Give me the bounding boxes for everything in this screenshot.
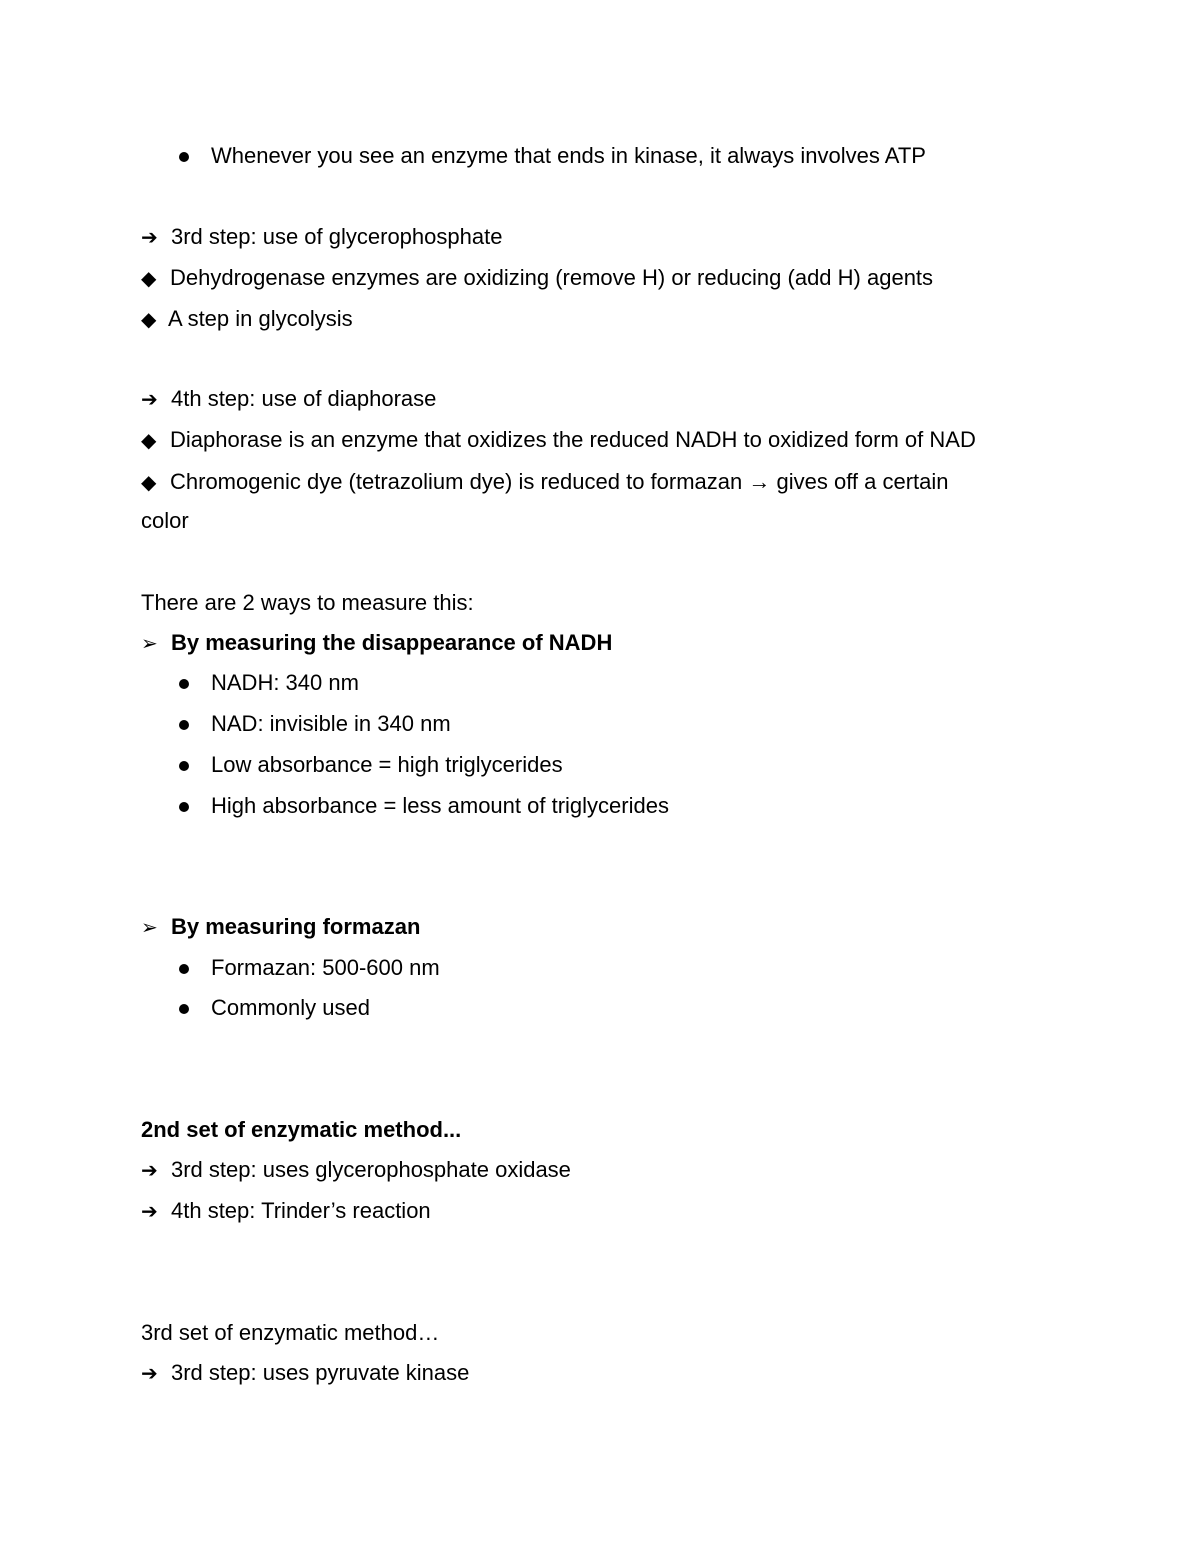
bullet-icon [179, 720, 189, 730]
bullet-icon [179, 1004, 189, 1014]
bullet-text: Formazan: 500-600 nm [211, 955, 440, 980]
arrowhead-icon: ➢ [141, 915, 158, 939]
arrow-text: 4th step: use of diaphorase [171, 386, 437, 411]
arrow-icon: ➔ [141, 387, 158, 411]
arrowhead-icon: ➢ [141, 631, 158, 655]
diamond-text: Dehydrogenase enzymes are oxidizing (remove H) or reducing (add H) agents [170, 265, 934, 290]
bullet-icon [179, 802, 189, 812]
bullet-text: High absorbance = less amount of triglycerides [211, 793, 669, 818]
arrowhead-text: By measuring the disappearance of NADH [171, 630, 613, 655]
arrow-text: 3rd step: uses glycerophosphate oxidase [171, 1157, 571, 1182]
section-heading-text: 2nd set of enzymatic method... [141, 1117, 462, 1142]
bullet-icon [179, 761, 189, 771]
arrow-icon: ➔ [141, 1361, 158, 1385]
bullet-text: Whenever you see an enzyme that ends in kinase, it always involves ATP [211, 143, 926, 168]
paragraph-text: 3rd set of enzymatic method… [141, 1320, 440, 1345]
bullet-text: Commonly used [211, 995, 370, 1020]
arrow-icon: ➔ [141, 225, 158, 249]
diamond-icon: ◆ [141, 307, 157, 331]
arrow-text: 3rd step: use of glycerophosphate [171, 224, 503, 249]
arrowhead-text: By measuring formazan [171, 914, 421, 939]
arrow-text: 4th step: Trinder’s reaction [171, 1198, 431, 1223]
diamond-text: A step in glycolysis [168, 306, 353, 331]
paragraph-text: There are 2 ways to measure this: [141, 590, 474, 615]
arrow-icon: ➔ [141, 1199, 158, 1223]
arrow-icon: ➔ [141, 1158, 158, 1182]
diamond-text: Chromogenic dye (tetrazolium dye) is reduced to formazan → gives off a certain [170, 469, 949, 494]
diamond-text: Diaphorase is an enzyme that oxidizes the reduced NADH to oxidized form of NAD [170, 427, 976, 452]
continuation-text: color [141, 508, 189, 533]
bullet-icon [179, 152, 189, 162]
bullet-text: NAD: invisible in 340 nm [211, 711, 451, 736]
arrow-text: 3rd step: uses pyruvate kinase [171, 1360, 470, 1385]
diamond-icon: ◆ [141, 470, 157, 494]
bullet-text: NADH: 340 nm [211, 670, 359, 695]
diamond-icon: ◆ [141, 266, 157, 290]
diamond-icon: ◆ [141, 428, 157, 452]
bullet-text: Low absorbance = high triglycerides [211, 752, 563, 777]
bullet-icon [179, 964, 189, 974]
bullet-icon [179, 679, 189, 689]
